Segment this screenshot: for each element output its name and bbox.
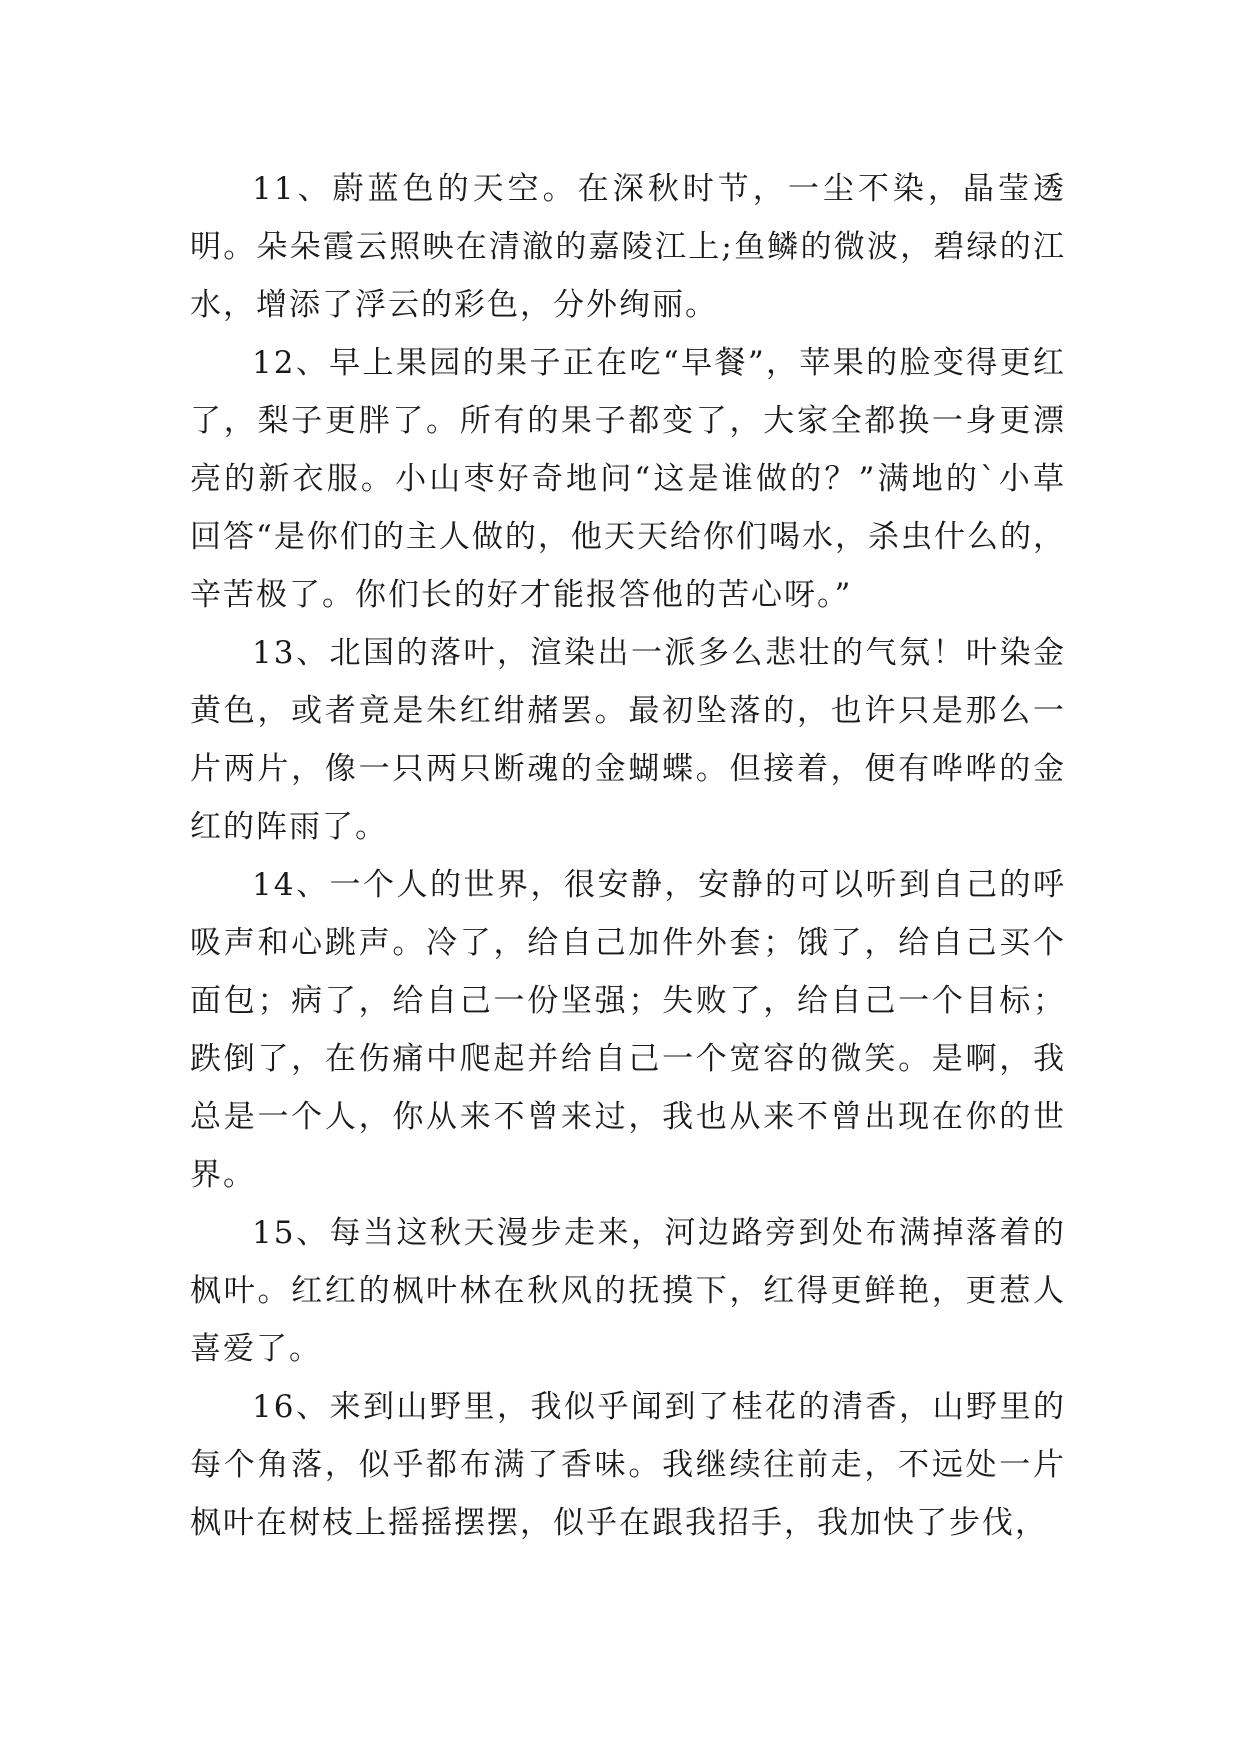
document-body: [190, 160, 1066, 1552]
paragraph-16: 16、来到山野里，我似乎闻到了桂花的清香，山野里的每个角落，似乎都布满了香味。我继续往前走，不远处一片枫叶在树枝上摇摇摆摆，似乎在跟我招手，我加快了步伐，: [190, 1389, 1066, 1541]
paragraph-12: 12、早上果园的果子正在吃“早餐”，苹果的脸变得更红了，梨子更胖了。所有的果子都变了，大家全都换一身更漂亮的新衣服。小山枣好奇地问“这是谁做的？”满地的`小草回答“是你们的主人做的，他天天给你们喝水，杀虫什么的，辛苦极了。你们长的好才能报答他的苦心呀。”: [190, 345, 1066, 613]
paragraph-15: 15、每当这秋天漫步走来，河边路旁到处布满掉落着的枫叶。红红的枫叶林在秋风的抚摸下，红得更鲜艳，更惹人喜爱了。: [190, 1215, 1066, 1367]
paragraph-14: 14、一个人的世界，很安静，安静的可以听到自己的呼吸声和心跳声。冷了，给自己加件外套；饿了，给自己买个面包；病了，给自己一份坚强；失败了，给自己一个目标；跌倒了，在伤痛中爬起并给自己一个宽容的微笑。是啊，我总是一个人，你从来不曾来过，我也从来不曾出现在你的世界。: [190, 867, 1066, 1193]
paragraph-13: 13、北国的落叶，渲染出一派多么悲壮的气氛！叶染金黄色，或者竟是朱红绀赭罢。最初坠落的，也许只是那么一片两片，像一只两只断魂的金蝴蝶。但接着，便有哗哗的金红的阵雨了。: [190, 635, 1066, 845]
paragraph-11: 11、蔚蓝色的天空。在深秋时节，一尘不染，晶莹透明。朵朵霞云照映在清澈的嘉陵江上;鱼鳞的微波，碧绿的江水，增添了浮云的彩色，分外绚丽。: [190, 171, 1066, 323]
